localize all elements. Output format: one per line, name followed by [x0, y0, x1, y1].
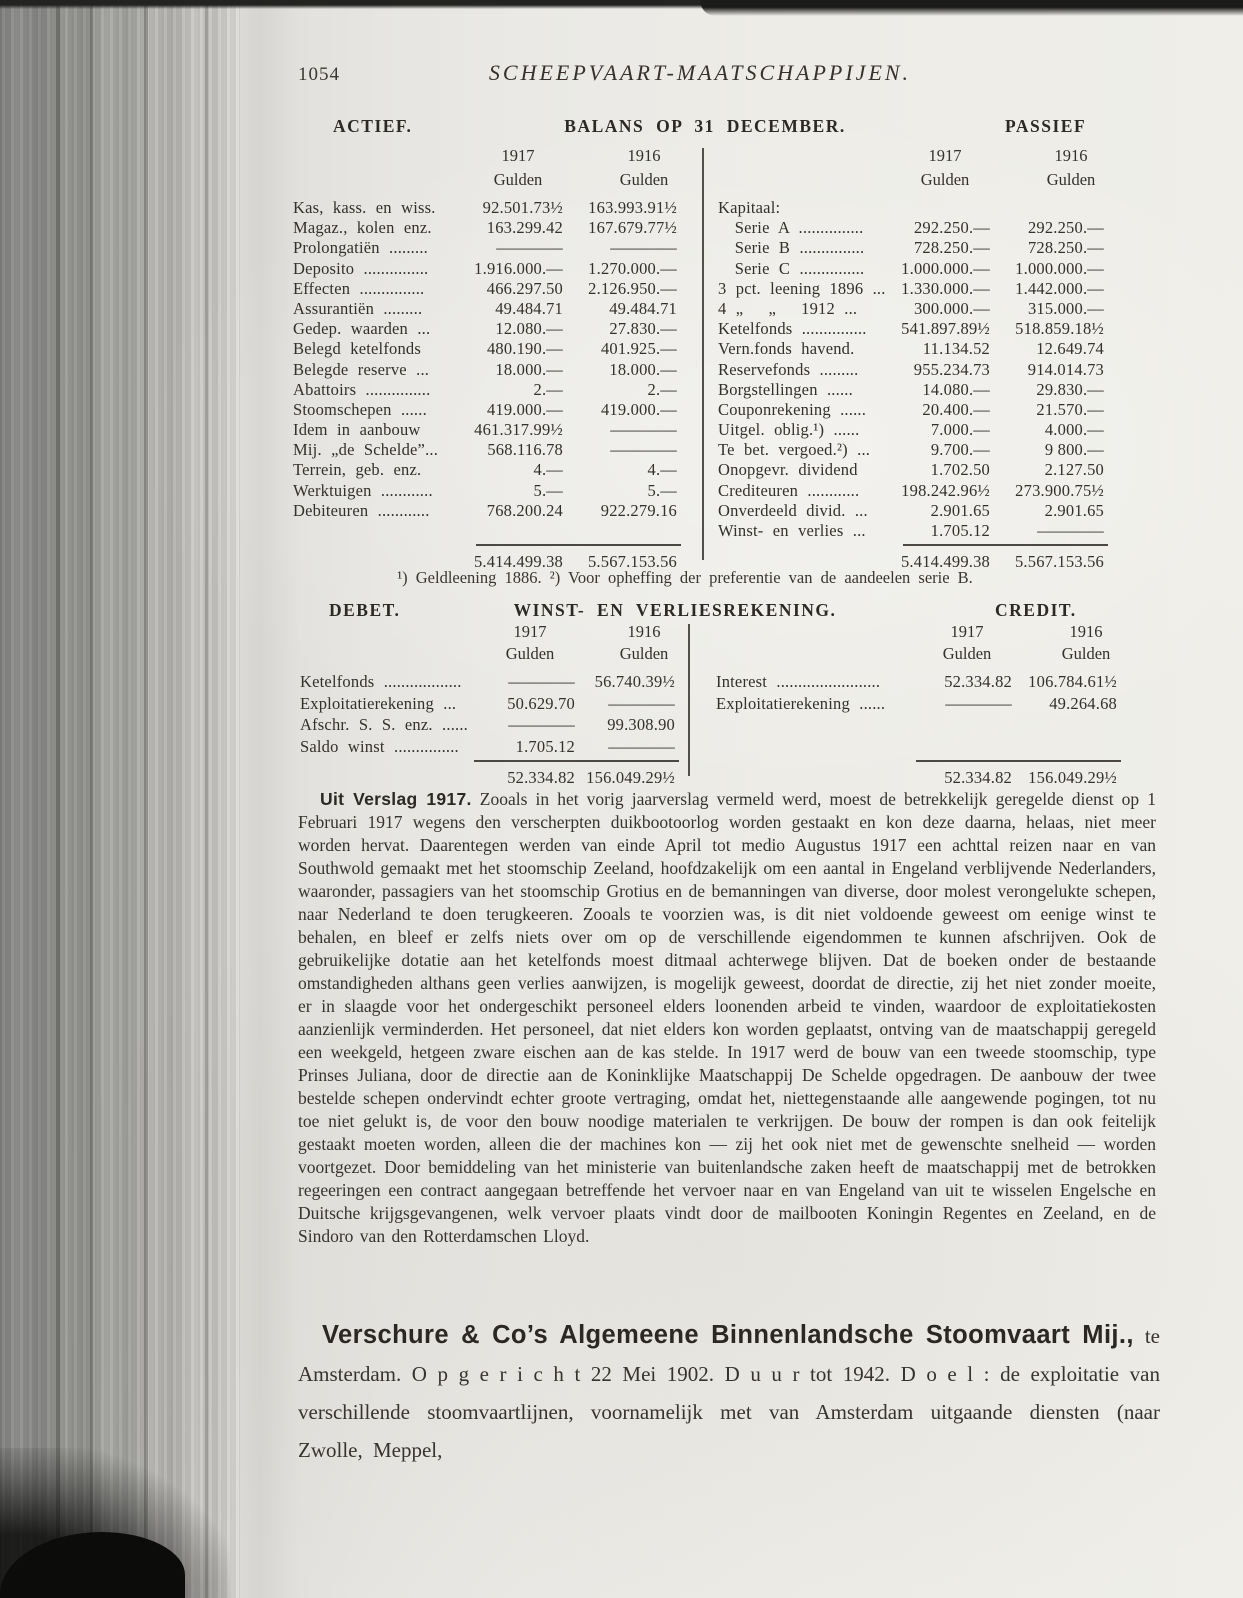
amount-1916: 49.484.71: [609, 298, 677, 318]
year-1917: 1917: [928, 146, 962, 165]
table-row: [718, 279, 1104, 299]
profit-loss-sheet: [185, 596, 1185, 798]
amount-1917: 92.501.73½: [482, 198, 563, 217]
row-label: Gedep. waarden ...: [293, 319, 431, 339]
table-row: [293, 360, 677, 380]
total-1916: 5.567.153.56: [587, 552, 677, 571]
amount-1917: 1.000.000.—: [901, 258, 990, 278]
table-row: [718, 339, 1104, 359]
row-label: Belegd ketelfonds: [293, 339, 421, 359]
amount-1916: 419.000.—: [600, 399, 677, 419]
amount-1917: 480.190.—: [486, 339, 563, 359]
amount-1916: 5.—: [647, 480, 677, 500]
winst-heading: WINST- EN VERLIESREKENING.: [513, 600, 837, 620]
amount-1917: 1.705.12: [930, 521, 990, 540]
amount-1917: 9.700.—: [930, 440, 990, 460]
table-row: [718, 360, 1104, 380]
table-row: [293, 440, 677, 460]
table-row: [718, 460, 1104, 480]
amount-1917: 11.134.52: [922, 339, 990, 359]
table-row: [293, 460, 677, 480]
table-row: [293, 481, 677, 501]
total-1917: 52.334.82: [944, 768, 1012, 787]
report-lead: Uit Verslag 1917.: [320, 789, 472, 809]
table-row: [300, 693, 675, 715]
amount-1917: 728.250.—: [913, 238, 990, 258]
bottom-left-corner-shadow: [0, 1532, 185, 1598]
row-label: Werktuigen ............: [293, 480, 433, 500]
total-rule: [474, 760, 679, 762]
table-row: [718, 521, 1104, 541]
balans-heading: BALANS OP 31 DECEMBER.: [564, 116, 846, 136]
row-label: 3 pct. leening 1896 ...: [718, 278, 886, 298]
currency-header-row: [716, 644, 1117, 666]
amount-1917: 20.400.—: [922, 399, 990, 419]
amount-1916: ————: [1037, 521, 1104, 540]
row-label: Interest ........................: [716, 672, 881, 691]
year-1916: 1916: [1069, 622, 1103, 641]
row-label: Onverdeeld divid. ...: [718, 500, 868, 520]
amount-1916: 12.649.74: [1036, 339, 1104, 359]
table-row: [293, 501, 677, 521]
table-row: [300, 671, 675, 693]
table-row: [718, 380, 1104, 400]
total-rule: [903, 544, 1108, 546]
currency-label: Gulden: [619, 644, 669, 663]
currency-label: Gulden: [920, 170, 970, 189]
row-label: Prolongatiën .........: [293, 238, 428, 258]
amount-1916: 2.901.65: [1044, 500, 1104, 520]
table-row: [718, 440, 1104, 460]
row-label: Winst- en verlies ...: [718, 521, 866, 540]
amount-1916: 106.784.61½: [1028, 672, 1117, 691]
amount-1916: 914.014.73: [1027, 359, 1104, 379]
row-label: Assurantiën .........: [293, 298, 423, 318]
credit-table: [689, 622, 1185, 792]
table-row: [718, 420, 1104, 440]
currency-label: Gulden: [1046, 170, 1096, 189]
page-number: 1054: [298, 64, 340, 85]
amount-1917: 5.—: [533, 480, 563, 500]
table-row: [718, 319, 1104, 339]
row-label: Mij. „de Schelde”...: [293, 440, 439, 460]
amount-1916: 163.993.91½: [588, 198, 677, 217]
amount-1916: 49.264.68: [1049, 693, 1117, 713]
amount-1917: 198.242.96½: [901, 480, 990, 500]
debet-heading: DEBET.: [329, 600, 401, 620]
annual-report-paragraph: [298, 788, 1156, 1248]
row-label: Saldo winst ...............: [300, 737, 459, 757]
table-row: [718, 400, 1104, 420]
table-row: [718, 501, 1104, 521]
company-entry-paragraph: [298, 1316, 1160, 1469]
row-label: Stoomschepen ......: [293, 399, 427, 419]
year-1916: 1916: [1054, 146, 1088, 165]
amount-1916: ————: [608, 737, 675, 757]
amount-1917: 292.250.—: [913, 218, 990, 238]
row-label: Ketelfonds ..................: [300, 672, 462, 691]
currency-label: Gulden: [942, 644, 992, 663]
amount-1916: 2.127.50: [1044, 460, 1104, 480]
amount-1916: 922.279.16: [600, 500, 677, 520]
amount-1917: 466.297.50: [486, 278, 563, 298]
total-1916: 5.567.153.56: [1014, 552, 1104, 571]
table-row: [293, 198, 677, 218]
amount-1916: 29.830.—: [1036, 379, 1104, 399]
table-row: [718, 481, 1104, 501]
table-row: [300, 736, 675, 758]
row-label: Crediteuren ............: [718, 480, 860, 500]
year-1916: 1916: [627, 146, 661, 165]
table-row: [716, 671, 1117, 693]
amount-1917: 1.916.000.—: [474, 258, 563, 278]
row-label: Exploitatierekening ...: [300, 693, 457, 713]
table-row: [293, 299, 677, 319]
amount-1917: ————: [508, 672, 575, 691]
currency-label: Gulden: [505, 644, 555, 663]
total-rule: [916, 760, 1121, 762]
amount-1917: 52.334.82: [944, 672, 1012, 691]
amount-1916: 4.000.—: [1044, 420, 1104, 440]
amount-1917: 49.484.71: [495, 298, 563, 318]
amount-1917: 1.702.50: [930, 460, 990, 480]
currency-label: Gulden: [1061, 644, 1111, 663]
row-label: Afschr. S. S. enz. ......: [300, 715, 468, 735]
debet-table: [185, 622, 689, 792]
row-label: Idem in aanbouw: [293, 420, 421, 440]
balance-footnote: ¹) Geldleening 1886. ²) Voor opheffing der preferentie van de aandeelen serie B.: [397, 568, 973, 587]
currency-label: Gulden: [493, 170, 543, 189]
currency-header-row: [293, 170, 677, 194]
amount-1917: 419.000.—: [486, 399, 563, 419]
row-label: Uitgel. oblig.¹) ......: [718, 420, 860, 440]
total-1917: 5.414.499.38: [473, 552, 563, 571]
amount-1917: 768.200.24: [486, 500, 563, 520]
amount-1916: 315.000.—: [1027, 298, 1104, 318]
amount-1916: ————: [608, 693, 675, 713]
row-label: Exploitatierekening ......: [716, 693, 886, 713]
total-1916: 156.049.29½: [1028, 768, 1117, 787]
amount-1916: 99.308.90: [607, 715, 675, 735]
row-label: Kapitaal:: [718, 198, 781, 217]
amount-1917: 50.629.70: [507, 693, 575, 713]
table-row: [293, 259, 677, 279]
currency-header-row: [300, 644, 675, 666]
table-row: [716, 693, 1117, 715]
credit-rows: [716, 671, 1117, 758]
amount-1916: 9 800.—: [1044, 440, 1104, 460]
year-1917: 1917: [501, 146, 535, 165]
year-1917: 1917: [513, 622, 547, 641]
amount-1916: 2.126.950.—: [588, 278, 677, 298]
row-label: Terrein, geb. enz.: [293, 460, 422, 480]
year-1917: 1917: [950, 622, 984, 641]
credit-heading: CREDIT.: [995, 600, 1077, 620]
passief-rows: [718, 198, 1104, 542]
passief-heading: PASSIEF: [1005, 116, 1087, 136]
row-label: Vern.fonds havend.: [718, 339, 855, 359]
table-row: [718, 218, 1104, 238]
row-label: 4 „ „ 1912 ...: [718, 298, 858, 318]
debet-rows: [300, 671, 675, 758]
pl-headings: [185, 600, 1185, 624]
row-label: Ketelfonds ...............: [718, 319, 867, 339]
row-label: Effecten ...............: [293, 278, 425, 298]
actief-heading: ACTIEF.: [333, 116, 413, 136]
table-row: [293, 279, 677, 299]
amount-1917: 4.—: [533, 460, 563, 480]
row-label: Serie A ...............: [718, 218, 864, 238]
amount-1916: 401.925.—: [600, 339, 677, 359]
amount-1916: ————: [610, 440, 677, 460]
page-title: SCHEEPVAART-MAATSCHAPPIJEN.: [488, 60, 912, 85]
amount-1916: 292.250.—: [1027, 218, 1104, 238]
year-header-row: [293, 146, 677, 170]
row-label: Belegde reserve ...: [293, 359, 430, 379]
table-row: [293, 339, 677, 359]
row-label: Kas, kass. en wiss.: [293, 198, 436, 217]
page-content: [185, 0, 1185, 1598]
table-row: [293, 400, 677, 420]
row-label: Onopgevr. dividend: [718, 460, 858, 480]
actief-table: [185, 146, 703, 592]
balance-sheet: [185, 112, 1185, 598]
total-rule: [476, 544, 681, 546]
year-header-row: [716, 622, 1117, 644]
amount-1917: 7.000.—: [930, 420, 990, 440]
amount-1917: 955.234.73: [913, 359, 990, 379]
amount-1917: 461.317.99½: [474, 420, 563, 440]
amount-1916: 1.442.000.—: [1015, 278, 1104, 298]
amount-1917: 2.901.65: [930, 500, 990, 520]
actief-rows: [293, 198, 677, 542]
row-label: Reservefonds .........: [718, 359, 859, 379]
total-1917: 52.334.82: [507, 768, 575, 787]
row-label: Serie B ...............: [718, 238, 865, 258]
amount-1916: 273.900.75½: [1015, 480, 1104, 500]
row-label: Debiteuren ............: [293, 500, 430, 520]
row-label: Couponrekening ......: [718, 399, 867, 419]
amount-1916: 2.—: [647, 379, 677, 399]
balance-headings: [185, 116, 1185, 140]
amount-1917: 12.080.—: [495, 319, 563, 339]
table-row: [293, 319, 677, 339]
amount-1917: ————: [508, 715, 575, 735]
row-label: Borgstellingen ......: [718, 379, 853, 399]
amount-1916: ————: [610, 238, 677, 258]
year-header-row: [300, 622, 675, 644]
amount-1916: 518.859.18½: [1015, 319, 1104, 339]
amount-1917: 568.116.78: [487, 440, 563, 460]
report-body: Zooals in het vorig jaarverslag vermeld werd, moest de betrekkelijk geregelde dienst op 1 Februari 1917 wegens den verscherpten duikbootoorlog worden gestaakt en kon deze daarna, helaas, niet meer worden hervat. Daarentegen werden van einde April tot medio Augustus 1917 een achttal reizen naar en van Southwold gemaakt met het stoomschip Zeeland, hoofdzakelijk om een aantal in Engeland verblijvende Nederlanders, waaronder, passagiers van het stoomschip Grotius en de bemanningen van diverse, door molest verongelukte schepen, naar Nederland te doen terugkeeren. Zooals te voorzien was, is dit niet voldoende geweest om eenige winst te behalen, en bleef er zelfs niets over om op de verschillende eigendommen te kunnen afschrijven. Ook de gebruikelijke dotatie aan het ketelfonds moest ditmaal achterwege blijven. Dat de boeken onder de bestaande omstandigheden althans geen verlies aanwijzen, is mogelijk geweest, doordat de directie, zij het niet zonder moeite, er in slaagde voor het ondergeschikt personeel elders loonenden arbeid te vinden, waardoor de exploitatiekosten aanzienlijk verminderden. Het personeel, dat niet elders kon worden geplaatst, ontving van de maatschappij geregeld een weekgeld, hetgeen zware eischen aan de kas stelde. In 1917 werd de bouw van een tweede stoomschip, type Prinses Juliana, door de directie aan de Koninklijke Maatschappij De Schelde opgedragen. De aanbouw der twee bestelde schepen ondervindt echter groote vertraging, omdat het, niettegenstaande alle aangewende pogingen, tot nu toe niet gelukt is, de voor den bouw noodige materialen te verkrijgen. De bouw der rompen is dan ook feitelijk gestaakt moeten worden, alleen die der machines kon — zij het ook niet met de gewenschte snelheid — worden voortgezet. Door bemiddeling van het ministerie van buitenlandsche zaken heeft de maatschappij met de betrokken regeeringen een contract aangegaan betreffende het vervoer naar en van Engeland van uit te wisselen Engelsche en Duitsche krijgsgevangenen, welk vervoer plaats vindt door de mailbooten Koningin Regentes en Zeeland, en de Sindoro van den Rotterdamschen Lloyd.: [298, 789, 1156, 1246]
row-label: Deposito ...............: [293, 258, 429, 278]
amount-1917: 541.897.89½: [901, 319, 990, 339]
year-1916: 1916: [627, 622, 661, 641]
row-label: Abattoirs ...............: [293, 379, 431, 399]
amount-1917: 1.330.000.—: [901, 278, 990, 298]
total-1916: 156.049.29½: [586, 768, 675, 787]
company-entry-body: te Amsterdam. O p g e r i c h t 22 Mei 1902. D u u r tot 1942. D o e l : de exploitatie van verschillende stoomvaartlijnen, voornamelijk met van Amsterdam uitgaande diensten (naar Zwolle, Meppel,: [298, 1324, 1160, 1462]
amount-1916: 1.270.000.—: [588, 258, 677, 278]
table-row: [293, 420, 677, 440]
total-1917: 5.414.499.38: [900, 552, 990, 571]
amount-1916: 728.250.—: [1027, 238, 1104, 258]
amount-1917: 14.080.—: [922, 379, 990, 399]
row-label: Magaz., kolen enz.: [293, 218, 432, 238]
table-row: [718, 299, 1104, 319]
amount-1917: ————: [496, 238, 563, 258]
table-row: [718, 198, 1104, 218]
table-row: [718, 259, 1104, 279]
row-label: Te bet. vergoed.²) ...: [718, 440, 871, 460]
company-name: Verschure & Co’s Algemeene Binnenlandsche Stoomvaart Mij.,: [322, 1321, 1134, 1349]
amount-1916: 21.570.—: [1036, 399, 1104, 419]
amount-1916: 1.000.000.—: [1015, 258, 1104, 278]
amount-1916: ————: [610, 420, 677, 440]
amount-1916: 18.000.—: [609, 359, 677, 379]
currency-header-row: [718, 170, 1104, 194]
year-header-row: [718, 146, 1104, 170]
amount-1917: 163.299.42: [486, 218, 563, 238]
amount-1916: 167.679.77½: [588, 218, 677, 238]
amount-1917: 1.705.12: [515, 737, 575, 757]
amount-1916: 27.830.—: [609, 319, 677, 339]
table-row: [718, 238, 1104, 258]
table-row: [300, 714, 675, 736]
amount-1917: ————: [945, 693, 1012, 713]
currency-label: Gulden: [619, 170, 669, 189]
amount-1916: 56.740.39½: [594, 672, 675, 691]
amount-1917: 300.000.—: [913, 298, 990, 318]
table-row: [293, 238, 677, 258]
passief-table: [703, 146, 1185, 592]
table-row: [293, 380, 677, 400]
amount-1917: 2.—: [533, 379, 563, 399]
row-label: Serie C ...............: [718, 258, 865, 278]
amount-1917: 18.000.—: [495, 359, 563, 379]
amount-1916: 4.—: [647, 460, 677, 480]
table-row: [293, 218, 677, 238]
